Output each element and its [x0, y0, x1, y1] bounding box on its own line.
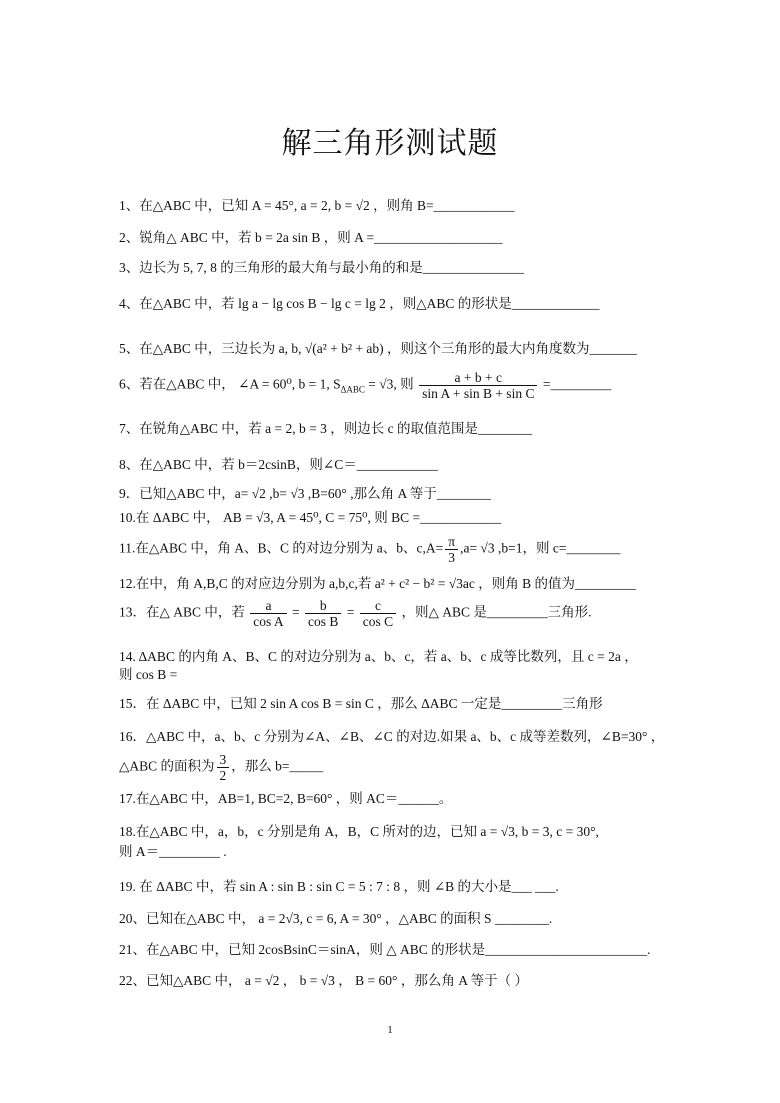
question-14-line-2: 则 cos B =	[119, 667, 178, 682]
question-3: 3、边长为 5, 7, 8 的三角形的最大角与最小角的和是_______________	[119, 260, 524, 275]
question-19: 19. 在 ΔABC 中，若 sin A : sin B : sin C = 5 : 7 : 8 ，则 ∠B 的大小是___ ___.	[119, 879, 559, 894]
fraction-numerator: π	[448, 534, 456, 549]
fraction-denominator: cos A	[250, 613, 286, 629]
fraction-numerator: 3	[219, 752, 227, 767]
question-11	[119, 534, 679, 565]
fraction-denominator: sin A + sin B + sin C	[419, 385, 537, 401]
question-16-fraction	[217, 752, 230, 783]
question-9: 9．已知△ABC 中，a= √2 ,b= √3 ,B=60° ,那么角 A 等于________	[119, 486, 491, 501]
question-15: 15．在 ΔABC 中，已知 2 sin A cos B = sin C ，那么 ΔABC 一定是_________三角形	[119, 696, 603, 711]
question-11-prefix: 11.在△ABC 中，角 A、B、C 的对边分别为 a、b、c,A=	[119, 540, 444, 556]
question-8: 8、在△ABC 中，若 b＝2csinB，则∠C＝____________	[119, 457, 438, 472]
question-13-suffix: ，则△ ABC 是_________三角形.	[398, 604, 592, 620]
question-13-fraction-a	[250, 598, 286, 629]
fraction-numerator: c	[374, 598, 381, 613]
fraction-denominator: cos B	[305, 613, 341, 629]
question-10: 10.在 ΔABC 中， AB = √3, A = 45⁰, C = 75⁰, 则 BC =____________	[119, 510, 502, 525]
question-16-suffix: ，那么 b=_____	[231, 758, 324, 774]
question-11-suffix: ,a= √3 ,b=1，则 c=________	[460, 540, 621, 556]
question-16-line-1: 16．△ABC 中，a、b、c 分别为∠A、∠B、∠C 的对边.如果 a、b、c 成等差数列，∠B=30° ，	[119, 729, 665, 744]
question-13-fraction-c	[360, 598, 396, 629]
question-18-line-2: 则 A＝_________ .	[119, 844, 227, 859]
question-11-fraction	[445, 534, 458, 565]
question-17: 17.在△ABC 中，AB=1, BC=2, B=60° ，则 AC＝______。	[119, 791, 453, 806]
question-14-line-1: 14. ΔABC 的内角 A、B、C 的对边分别为 a、b、c，若 a、b、c 成等比数列，且 c = 2a ，	[119, 649, 638, 664]
question-18-line-1: 18.在△ABC 中，a，b，c 分别是角 A，B，C 所对的边，已知 a = √3, b = 3, c = 30°,	[119, 824, 599, 839]
question-13-prefix: 13．在△ ABC 中，若	[119, 604, 249, 620]
fraction-numerator: a	[265, 598, 272, 613]
question-16	[119, 728, 679, 783]
question-14	[119, 648, 679, 684]
question-7: 7、在锐角△ABC 中，若 a = 2, b = 3 ，则边长 c 的取值范围是________	[119, 421, 532, 436]
question-6	[119, 370, 679, 401]
question-12: 12.在中，角 A,B,C 的对应边分别为 a,b,c,若 a² + c² − b² = √3ac ，则角 B 的值为_________	[119, 576, 636, 591]
question-6-prefix: 6、若在△ABC 中， ∠A = 60⁰, b = 1, S	[119, 376, 341, 392]
question-6-middle: = √3, 则	[364, 376, 418, 392]
question-5: 5、在△ABC 中，三边长为 a, b, √(a² + b² + ab) ，则这个三角形的最大内角度数为_______	[119, 341, 637, 356]
fraction-denominator: 3	[445, 549, 458, 565]
question-20: 20、已知在△ABC 中， a = 2√3, c = 6, A = 30° ，△ABC 的面积 S ________.	[119, 911, 553, 926]
question-13: 13．在△ ABC 中，若 $\frac{a}{\text{cos A}}$ = $\frac{b}{\text{cos B}}$ = $\frac{c}{\text{cos C}}$ ，则△ ABC 是_________三角形.	[119, 598, 592, 629]
question-6-fraction	[419, 370, 537, 401]
page-title: 解三角形测试题	[281, 126, 499, 161]
fraction-numerator: a + b + c	[454, 370, 502, 385]
fraction-denominator: 2	[217, 767, 230, 783]
question-16-prefix: △ABC 的面积为	[119, 758, 215, 774]
question-6-subscript: ΔABC	[340, 384, 365, 395]
fraction-denominator: cos C	[360, 613, 396, 629]
question-21: 21、在△ABC 中，已知 2cosBsinC＝sinA，则 △ ABC 的形状是________________________.	[119, 942, 651, 957]
question-22: 22、已知△ABC 中， a = √2 ， b = √3 ， B = 60° ，那么角 A 等于（ ）	[119, 973, 528, 988]
question-18	[119, 823, 679, 861]
question-16-line-2	[119, 752, 679, 783]
question-6-suffix: =_________	[539, 376, 612, 392]
question-13-fraction-b	[305, 598, 341, 629]
question-2: 2、锐角△ ABC 中，若 b = 2a sin B ，则 A =___________________	[119, 230, 503, 245]
question-1: 1、在△ABC 中，已知 A = 45°, a = 2, b = √2 ，则角 B=____________	[119, 198, 515, 213]
question-4: 4、在△ABC 中，若 lg a − lg cos B − lg c = lg 2 ，则△ABC 的形状是_____________	[119, 296, 600, 311]
page-number: 1	[387, 1024, 393, 1036]
fraction-numerator: b	[319, 598, 327, 613]
